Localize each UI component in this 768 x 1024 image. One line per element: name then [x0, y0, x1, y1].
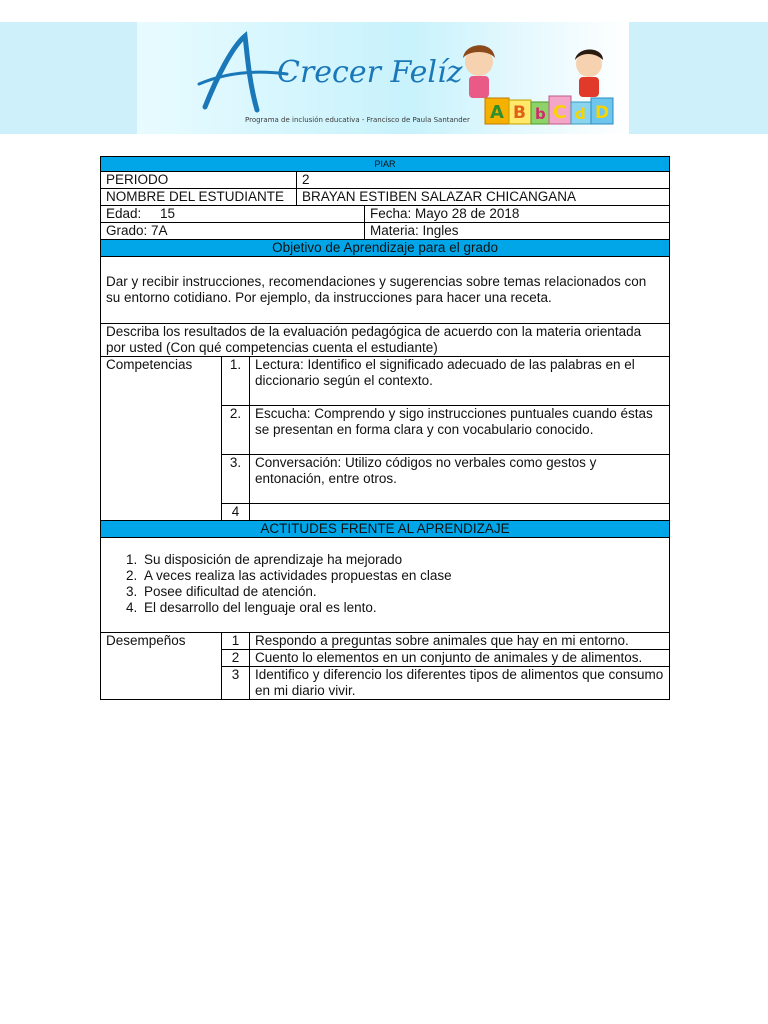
piar-title: PIAR: [101, 157, 670, 172]
svg-text:b: b: [535, 105, 546, 123]
header-banner: [0, 22, 768, 134]
grado-field: Grado: 7A: [101, 223, 365, 240]
desempenos-label: Desempeños: [101, 633, 222, 700]
materia-field: Materia: Ingles: [365, 223, 670, 240]
list-item: 2. A veces realiza las actividades propuestas en clase: [141, 568, 664, 584]
objetivo-header: Objetivo de Aprendizaje para el grado: [101, 240, 670, 257]
nombre-value: BRAYAN ESTIBEN SALAZAR CHICANGANA: [297, 189, 670, 206]
piar-table: [100, 156, 670, 700]
desempeno-text: Identifico y diferencio los diferentes tipos de alimentos que consumo en mi diario vivir.: [250, 667, 670, 700]
objetivo-text: Dar y recibir instrucciones, recomendaciones y sugerencias sobre temas relacionados con su entorno cotidiano. Por ejemplo, da instrucciones para hacer una receta.: [101, 257, 670, 324]
competencia-num: 4: [222, 504, 250, 521]
desempeno-text: Cuento lo elementos en un conjunto de animales y de alimentos.: [250, 650, 670, 667]
competencia-text: [250, 504, 670, 521]
competencia-num: 2.: [222, 406, 250, 455]
svg-text:D: D: [595, 103, 610, 123]
periodo-value: 2: [297, 172, 670, 189]
list-item: 4. El desarrollo del lenguaje oral es lento.: [141, 600, 664, 616]
competencia-num: 1.: [222, 357, 250, 406]
actitudes-list: [106, 552, 664, 616]
logo-title: Crecer Felíz: [277, 55, 463, 90]
logo-subtitle: Programa de inclusión educativa - Francisco de Paula Santander: [245, 116, 470, 124]
fecha-field: Fecha: Mayo 28 de 2018: [365, 206, 670, 223]
svg-text:d: d: [575, 105, 586, 123]
actitudes-cell: [101, 538, 670, 633]
desempeno-text: Respondo a preguntas sobre animales que hay en mi entorno.: [250, 633, 670, 650]
svg-text:A: A: [490, 102, 504, 123]
list-item: 3. Posee dificultad de atención.: [141, 584, 664, 600]
competencia-text: Conversación: Utilizo códigos no verbales como gestos y entonación, entre otros.: [250, 455, 670, 504]
desempeno-num: 3: [222, 667, 250, 700]
evaluacion-text: Describa los resultados de la evaluación pedagógica de acuerdo con la materia orientada por usted (Con qué competencias cuenta el estudiante): [101, 324, 670, 357]
svg-text:C: C: [553, 102, 567, 123]
list-item: 1. Su disposición de aprendizaje ha mejorado: [141, 552, 664, 568]
periodo-label: PERIODO: [101, 172, 297, 189]
svg-text:B: B: [513, 103, 526, 123]
abc-blocks: [485, 96, 613, 124]
desempeno-num: 2: [222, 650, 250, 667]
competencia-text: Lectura: Identifico el significado adecuado de las palabras en el diccionario según el contexto.: [250, 357, 670, 406]
competencia-text: Escucha: Comprendo y sigo instrucciones puntuales cuando éstas se presentan en forma clara y con vocabulario conocido.: [250, 406, 670, 455]
logo-banner: [137, 22, 629, 134]
children-reading-illustration: [463, 45, 603, 98]
edad-field: Edad: 15: [101, 206, 365, 223]
desempeno-num: 1: [222, 633, 250, 650]
nombre-label: NOMBRE DEL ESTUDIANTE: [101, 189, 297, 206]
crecer-feliz-logo: [137, 22, 629, 134]
competencias-label: Competencias: [101, 357, 222, 521]
actitudes-header: ACTITUDES FRENTE AL APRENDIZAJE: [101, 521, 670, 538]
competencia-num: 3.: [222, 455, 250, 504]
